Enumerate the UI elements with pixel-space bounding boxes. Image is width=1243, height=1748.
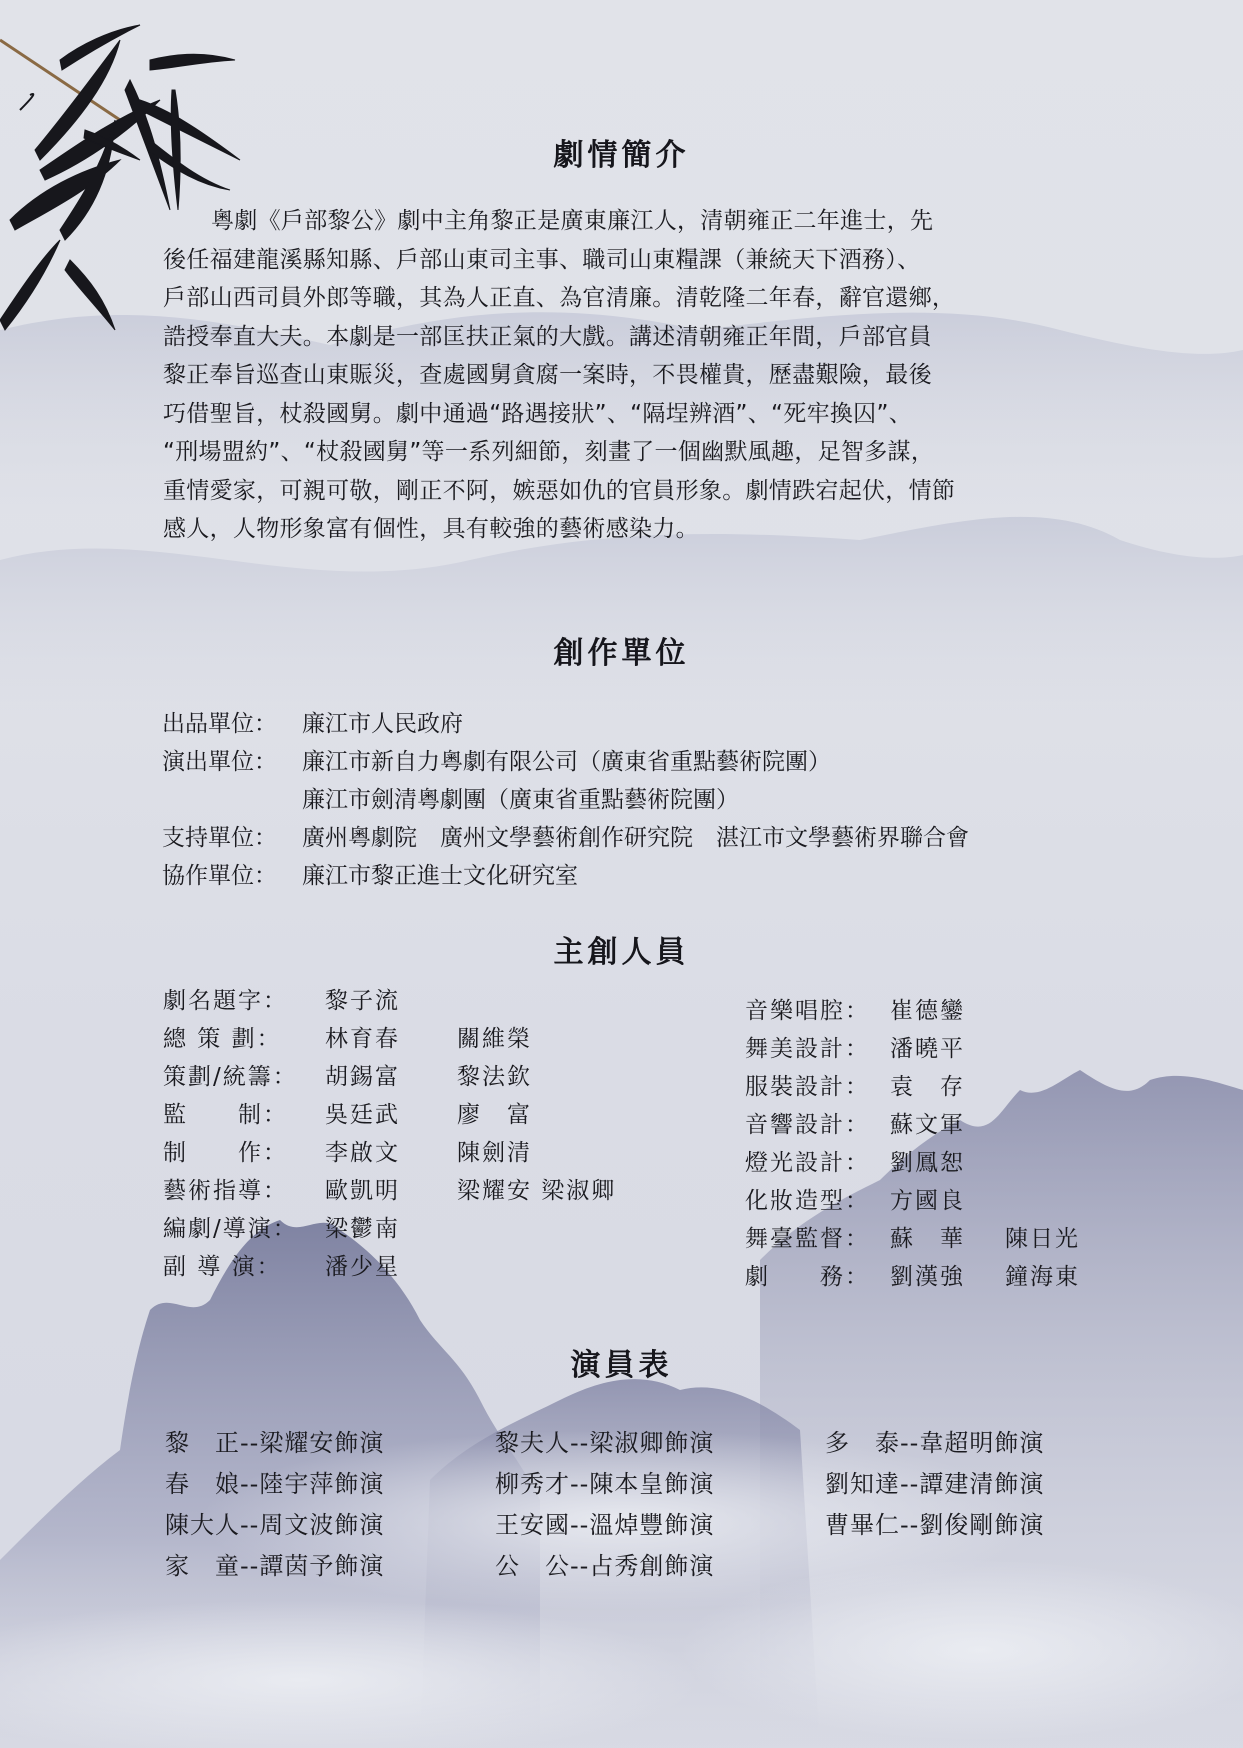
units-heading: 創作單位 bbox=[553, 636, 690, 671]
cast-entry: 公 公--占秀創飾演 bbox=[495, 1552, 715, 1580]
cast-entry: 劉知達--譚建清飾演 bbox=[825, 1470, 1045, 1498]
synopsis-line: 巧借聖旨，杖殺國舅。劇中通過“路遇接狀”、“隔埕辨酒”、“死牢換囚”、 bbox=[163, 400, 912, 427]
synopsis-line: 黎正奉旨巡查山東賑災，查處國舅貪腐一案時，不畏權貴，歷盡艱險，最後 bbox=[163, 362, 932, 388]
synopsis-line: 感人，人物形象富有個性，具有較強的藝術感染力。 bbox=[163, 516, 699, 542]
crew-name: 蘇文軍 bbox=[890, 1112, 965, 1138]
crew-row bbox=[163, 1134, 532, 1167]
cast-entry: 多 泰--韋超明飾演 bbox=[825, 1429, 1045, 1457]
crew-name: 方國良 bbox=[890, 1188, 965, 1214]
crew-label: 監 制： bbox=[163, 1102, 288, 1128]
crew-label: 總 策 劃： bbox=[163, 1026, 282, 1052]
crew-name: 胡錫富 bbox=[325, 1064, 400, 1090]
crew-label: 劇 務： bbox=[745, 1264, 870, 1290]
synopsis-line: “刑場盟約”、“杖殺國舅”等一系列細節，刻畫了一個幽默風趣，足智多謀， bbox=[163, 439, 935, 465]
crew-row bbox=[163, 1210, 457, 1243]
synopsis-line: 重情愛家，可親可敬，剛正不阿，嫉惡如仇的官員形象。劇情跌宕起伏，情節 bbox=[163, 477, 956, 504]
crew-label: 副 導 演： bbox=[163, 1254, 282, 1280]
crew-row bbox=[745, 1106, 1005, 1139]
unit-label: 協作單位： bbox=[162, 863, 277, 889]
crew-row bbox=[163, 1172, 616, 1205]
crew-label: 舞臺監督： bbox=[745, 1226, 870, 1252]
cast-heading: 演員表 bbox=[570, 1348, 673, 1383]
crew-label: 服裝設計： bbox=[745, 1074, 870, 1100]
cast-entry: 柳秀才--陳本皇飾演 bbox=[495, 1470, 715, 1498]
unit-row-performer bbox=[162, 743, 831, 776]
crew-name: 廖 富 bbox=[457, 1102, 532, 1128]
crew-row bbox=[163, 982, 457, 1015]
crew-name: 崔德鑾 bbox=[890, 998, 965, 1024]
unit-label: 演出單位： bbox=[162, 749, 277, 775]
synopsis-line: 後任福建龍溪縣知縣、戶部山東司主事、職司山東糧課（兼統天下酒務）、 bbox=[163, 246, 921, 273]
crew-name: 潘少星 bbox=[325, 1254, 400, 1280]
crew-name: 劉鳳恕 bbox=[890, 1150, 965, 1176]
crew-row bbox=[163, 1058, 532, 1091]
unit-row-producer bbox=[162, 705, 463, 738]
cast-entry: 黎 正--梁耀安飾演 bbox=[165, 1429, 385, 1457]
crew-label: 音樂唱腔： bbox=[745, 998, 870, 1024]
crew-name: 鐘海東 bbox=[1005, 1264, 1080, 1290]
crew-heading: 主創人員 bbox=[553, 935, 690, 970]
cast-entry: 王安國--溫焯豐飾演 bbox=[495, 1511, 715, 1539]
crew-name: 歐凱明 bbox=[325, 1178, 400, 1204]
crew-name: 林育春 bbox=[325, 1026, 400, 1052]
crew-label: 舞美設計： bbox=[745, 1036, 870, 1062]
crew-name: 陳劍清 bbox=[457, 1140, 532, 1166]
crew-name: 梁耀安 梁淑卿 bbox=[457, 1178, 617, 1204]
crew-label: 制 作： bbox=[163, 1140, 288, 1166]
crew-name: 黎子流 bbox=[325, 988, 400, 1014]
crew-name: 李啟文 bbox=[325, 1140, 400, 1166]
crew-name: 吳廷武 bbox=[325, 1102, 400, 1128]
crew-row bbox=[745, 1068, 1005, 1101]
crew-name: 陳日光 bbox=[1005, 1226, 1080, 1252]
crew-row bbox=[163, 1020, 532, 1053]
synopsis-line: 粵劇《戶部黎公》劇中主角黎正是廣東廉江人，清朝雍正二年進士，先 bbox=[211, 208, 934, 234]
crew-row bbox=[745, 992, 1005, 1025]
synopsis-line: 誥授奉直大夫。本劇是一部匡扶正氣的大戲。講述清朝雍正年間，戶部官員 bbox=[163, 323, 932, 350]
crew-label: 藝術指導： bbox=[163, 1178, 288, 1204]
crew-label: 音響設計： bbox=[745, 1112, 870, 1138]
crew-name: 劉漢強 bbox=[890, 1264, 965, 1290]
crew-name: 黎法欽 bbox=[457, 1064, 532, 1090]
crew-name: 潘曉平 bbox=[890, 1036, 965, 1062]
crew-row bbox=[745, 1258, 1080, 1291]
cast-entry: 家 童--譚茵予飾演 bbox=[165, 1552, 385, 1580]
crew-name: 袁 存 bbox=[890, 1074, 965, 1100]
crew-name: 梁鬱南 bbox=[325, 1216, 400, 1242]
unit-label: 出品單位： bbox=[162, 711, 277, 737]
crew-row bbox=[745, 1030, 1005, 1063]
cast-entry: 黎夫人--梁淑卿飾演 bbox=[495, 1429, 715, 1457]
unit-value: 廉江市黎正進士文化研究室 bbox=[302, 863, 578, 889]
crew-name: 關維榮 bbox=[457, 1026, 532, 1052]
cast-entry: 春 娘--陸宇萍飾演 bbox=[165, 1470, 385, 1498]
unit-value: 廉江市劍清粵劇團（廣東省重點藝術院團） bbox=[302, 787, 739, 813]
crew-name: 蘇 華 bbox=[890, 1226, 965, 1252]
crew-label: 編劇/導演： bbox=[163, 1216, 298, 1242]
cast-entry: 曹畢仁--劉俊剛飾演 bbox=[825, 1511, 1045, 1539]
unit-row-collaborator bbox=[162, 857, 578, 890]
cast-entry: 陳大人--周文波飾演 bbox=[165, 1511, 385, 1539]
synopsis-line: 戶部山西司員外郎等職，其為人正直、為官清廉。清乾隆二年春，辭官還鄉， bbox=[163, 285, 956, 311]
crew-row bbox=[745, 1220, 1080, 1253]
unit-row-support bbox=[162, 819, 969, 852]
crew-row bbox=[163, 1248, 457, 1281]
unit-label: 支持單位： bbox=[162, 825, 277, 851]
unit-value: 廉江市新自力粵劇有限公司（廣東省重點藝術院團） bbox=[302, 749, 831, 775]
crew-label: 策劃/統籌： bbox=[163, 1064, 298, 1090]
crew-row bbox=[745, 1182, 1005, 1215]
unit-value: 廉江市人民政府 bbox=[302, 711, 463, 737]
crew-row bbox=[745, 1144, 1005, 1177]
unit-row-performer-2 bbox=[162, 781, 739, 814]
unit-value: 廣州粵劇院 廣州文學藝術創作研究院 湛江市文學藝術界聯合會 bbox=[302, 825, 969, 851]
synopsis-body bbox=[163, 202, 1098, 549]
synopsis-heading: 劇情簡介 bbox=[553, 138, 690, 173]
crew-row bbox=[163, 1096, 532, 1129]
crew-label: 劇名題字： bbox=[163, 988, 288, 1014]
crew-label: 燈光設計： bbox=[745, 1150, 870, 1176]
crew-label: 化妝造型： bbox=[745, 1188, 870, 1214]
